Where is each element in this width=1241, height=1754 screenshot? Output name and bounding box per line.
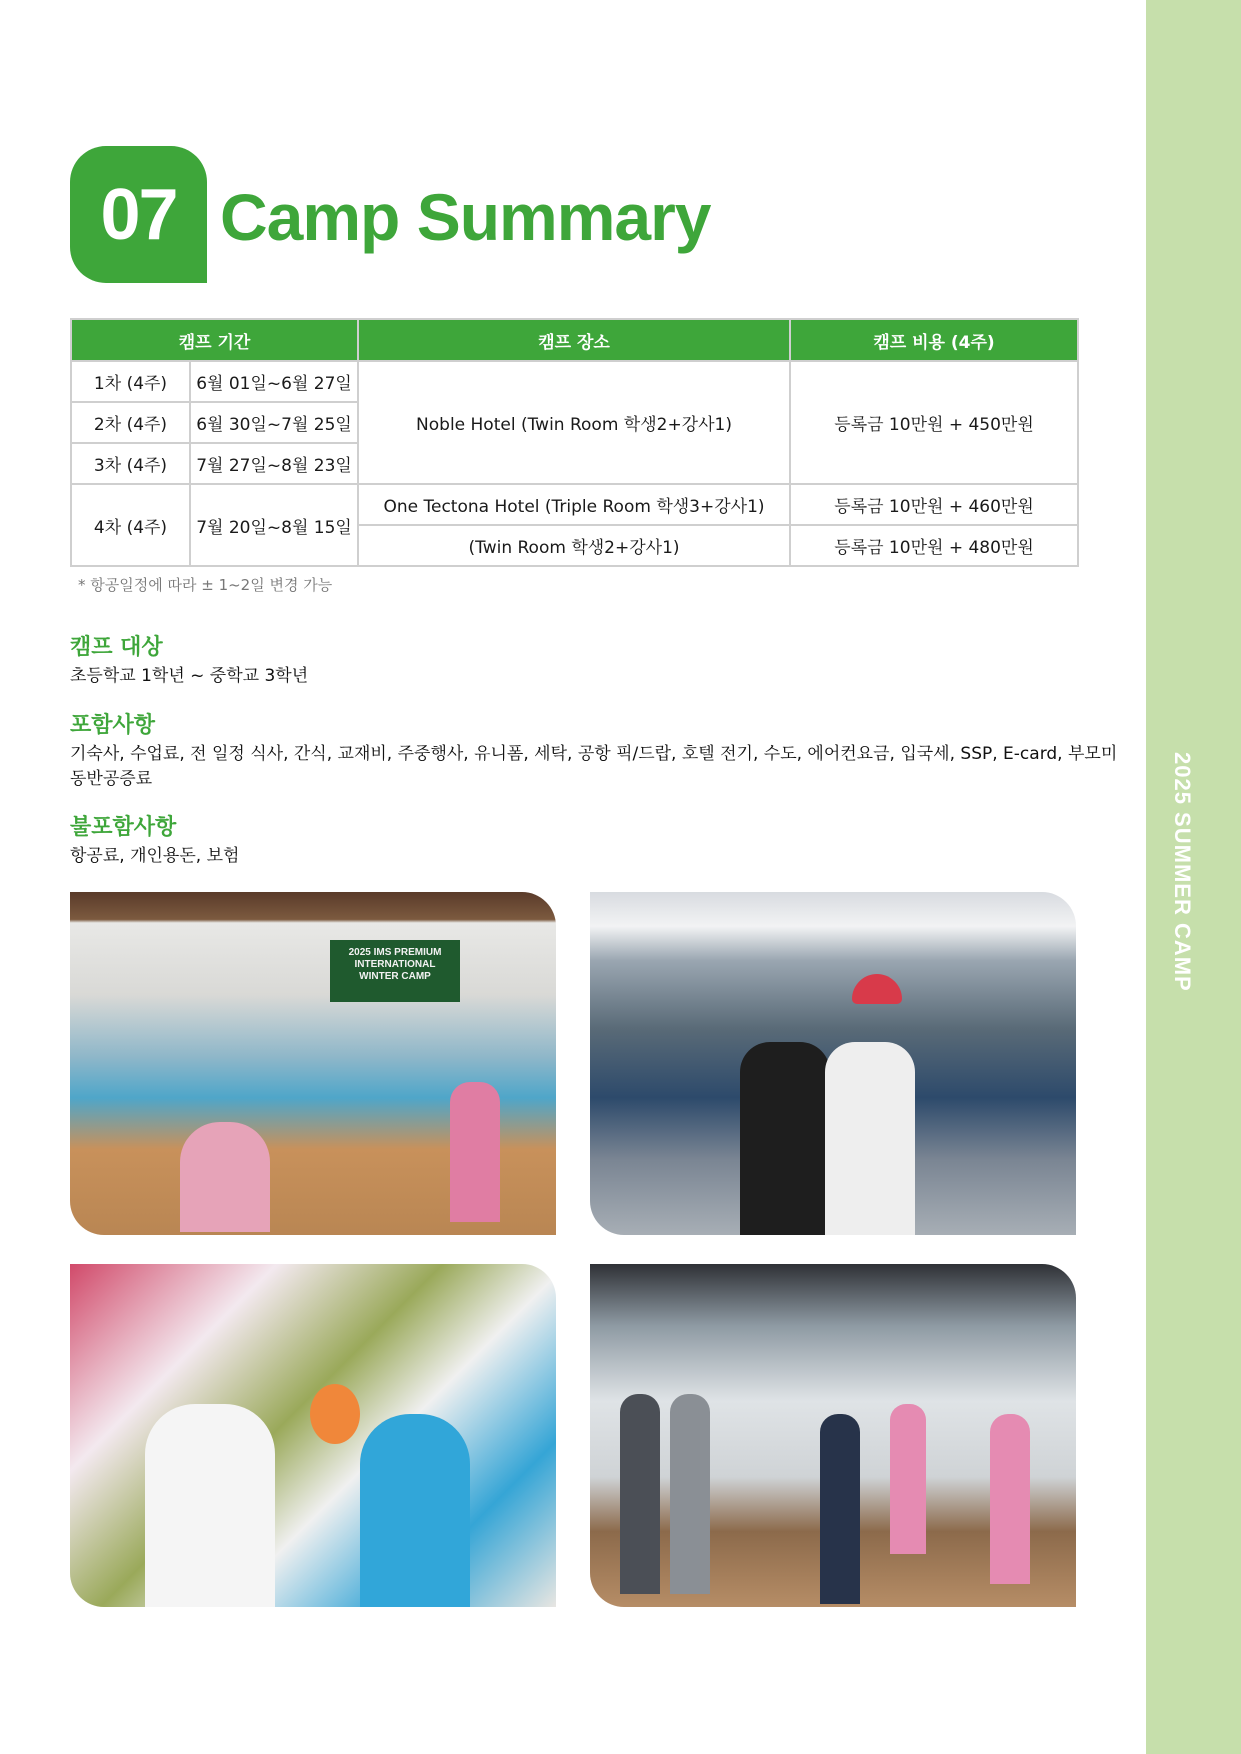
session-cell: 4차 (4주) xyxy=(71,484,190,566)
included-title: 포함사항 xyxy=(70,713,156,738)
photo-classroom-dance xyxy=(70,892,556,1235)
table-row xyxy=(71,484,1078,525)
photo-flower-shop xyxy=(70,1264,556,1607)
dates-cell: 6월 30일~7월 25일 xyxy=(190,402,358,443)
table-row xyxy=(71,361,1078,402)
target-title: 캠프 대상 xyxy=(70,635,163,660)
header-venue: 캠프 장소 xyxy=(358,319,790,361)
camp-schedule-table xyxy=(70,318,1079,567)
header-period: 캠프 기간 xyxy=(71,319,358,361)
target-body: 초등학교 1학년 ~ 중학교 3학년 xyxy=(70,666,309,686)
included-body-line2: 동반공증료 xyxy=(70,769,153,789)
dates-cell: 6월 01일~6월 27일 xyxy=(190,361,358,402)
dates-cell: 7월 27일~8월 23일 xyxy=(190,443,358,484)
venue-cell: Noble Hotel (Twin Room 학생2+강사1) xyxy=(358,361,790,484)
cost-cell: 등록금 10만원 + 450만원 xyxy=(790,361,1078,484)
venue-cell: One Tectona Hotel (Triple Room 학생3+강사1) xyxy=(358,484,790,525)
schedule-note: * 항공일정에 따라 ± 1~2일 변경 가능 xyxy=(78,576,333,594)
cost-cell: 등록금 10만원 + 460만원 xyxy=(790,484,1078,525)
included-body-line1: 기숙사, 수업료, 전 일정 식사, 간식, 교재비, 주중행사, 유니폼, 세탁, 공항 픽/드랍, 호텔 전기, 수도, 에어컨요금, 입국세, SSP, E-card, 부모미 xyxy=(70,744,1118,764)
session-cell: 3차 (4주) xyxy=(71,443,190,484)
excluded-title: 불포함사항 xyxy=(70,815,177,840)
photo-two-students xyxy=(590,892,1076,1235)
cost-cell: 등록금 10만원 + 480만원 xyxy=(790,525,1078,566)
photo-group-dance xyxy=(590,1264,1076,1607)
dates-cell: 7월 20일~8월 15일 xyxy=(190,484,358,566)
session-cell: 2차 (4주) xyxy=(71,402,190,443)
header-cost: 캠프 비용 (4주) xyxy=(790,319,1078,361)
excluded-body: 항공료, 개인용돈, 보험 xyxy=(70,846,240,866)
session-cell: 1차 (4주) xyxy=(71,361,190,402)
table-header-row xyxy=(71,319,1078,361)
page-title: Camp Summary xyxy=(220,180,711,254)
photo-banner-text: 2025 IMS PREMIUM INTERNATIONAL WINTER CAMP xyxy=(348,947,442,982)
venue-cell: (Twin Room 학생2+강사1) xyxy=(358,525,790,566)
section-number-badge: 07 xyxy=(70,146,207,283)
sidebar-label: 2025 SUMMER CAMP xyxy=(1170,752,1195,992)
